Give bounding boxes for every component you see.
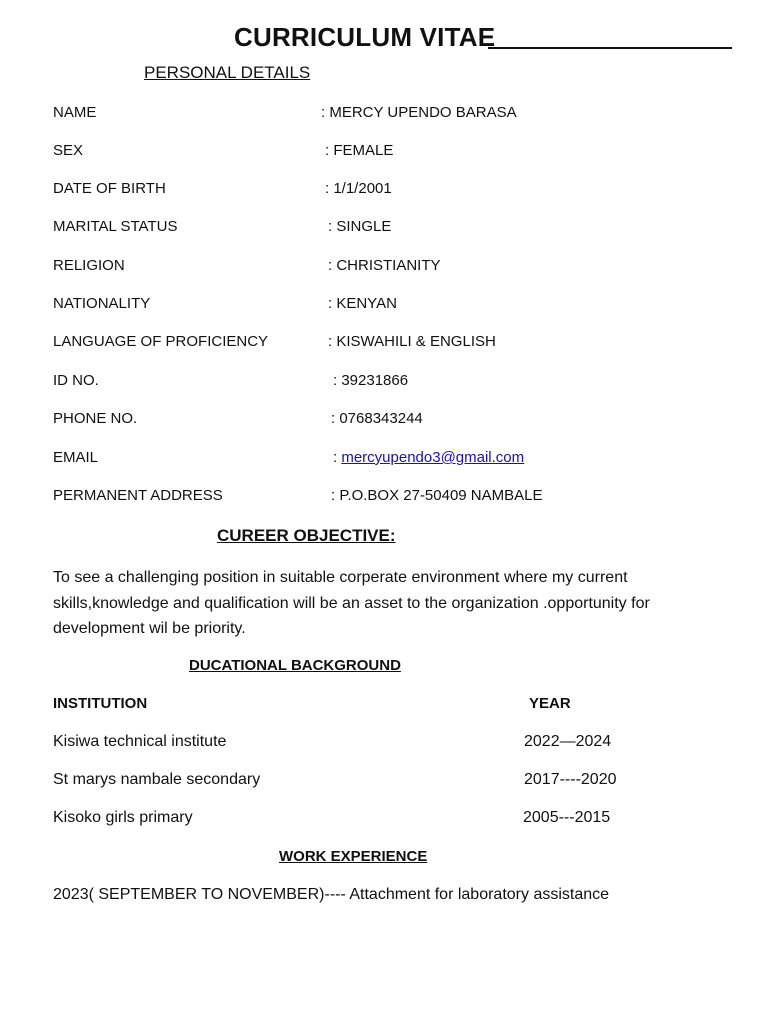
language-label: LANGUAGE OF PROFICIENCY <box>53 333 269 350</box>
nationality-label: NATIONALITY <box>53 295 151 312</box>
education-year: 2017----2020 <box>524 771 617 788</box>
education-year: 2005---2015 <box>523 809 611 826</box>
marital-status-label: MARITAL STATUS <box>53 218 178 235</box>
id-no-label: ID NO. <box>53 372 99 389</box>
sex-value: : FEMALE <box>325 142 394 159</box>
email-link[interactable]: mercyupendo3@gmail.com <box>341 449 525 466</box>
title-underline <box>488 47 732 49</box>
email-prefix: : <box>333 449 342 466</box>
career-objective-heading: CUREER OBJECTIVE: <box>217 526 396 545</box>
education-year: 2022—2024 <box>524 733 612 750</box>
phone-no-value: : 0768343244 <box>331 410 423 427</box>
phone-no-label: PHONE NO. <box>53 410 138 427</box>
dob-value: : 1/1/2001 <box>325 180 392 197</box>
education-heading: DUCATIONAL BACKGROUND <box>189 657 401 674</box>
permanent-address-label: PERMANENT ADDRESS <box>53 487 223 504</box>
email-value <box>333 449 524 466</box>
language-value: : KISWAHILI & ENGLISH <box>328 333 496 350</box>
education-institution: Kisiwa technical institute <box>53 733 227 750</box>
dob-label: DATE OF BIRTH <box>53 180 166 197</box>
institution-column-header: INSTITUTION <box>53 695 148 712</box>
work-experience-heading: WORK EXPERIENCE <box>279 848 428 865</box>
personal-details-heading: PERSONAL DETAILS <box>144 63 311 82</box>
nationality-value: : KENYAN <box>328 295 397 312</box>
religion-value: : CHRISTIANITY <box>328 257 441 274</box>
religion-label: RELIGION <box>53 257 125 274</box>
education-institution: St marys nambale secondary <box>53 771 261 788</box>
permanent-address-value: : P.O.BOX 27-50409 NAMBALE <box>331 487 543 504</box>
education-institution: Kisoko girls primary <box>53 809 193 826</box>
name-value: : MERCY UPENDO BARASA <box>321 104 517 121</box>
marital-status-value: : SINGLE <box>328 218 392 235</box>
career-objective-text: To see a challenging position in suitable corperate environment where my current skills,knowledge and qualification will be an asset to the organization .opportunity for development wil be priority. <box>53 569 650 637</box>
email-label: EMAIL <box>53 449 99 466</box>
name-label: NAME <box>53 104 97 121</box>
year-column-header: YEAR <box>529 695 571 712</box>
sex-label: SEX <box>53 142 84 159</box>
id-no-value: : 39231866 <box>333 372 409 389</box>
work-experience-entry: 2023( SEPTEMBER TO NOVEMBER)---- Attachment for laboratory assistance <box>53 886 610 903</box>
document-title: CURRICULUM VITAE <box>234 22 496 52</box>
